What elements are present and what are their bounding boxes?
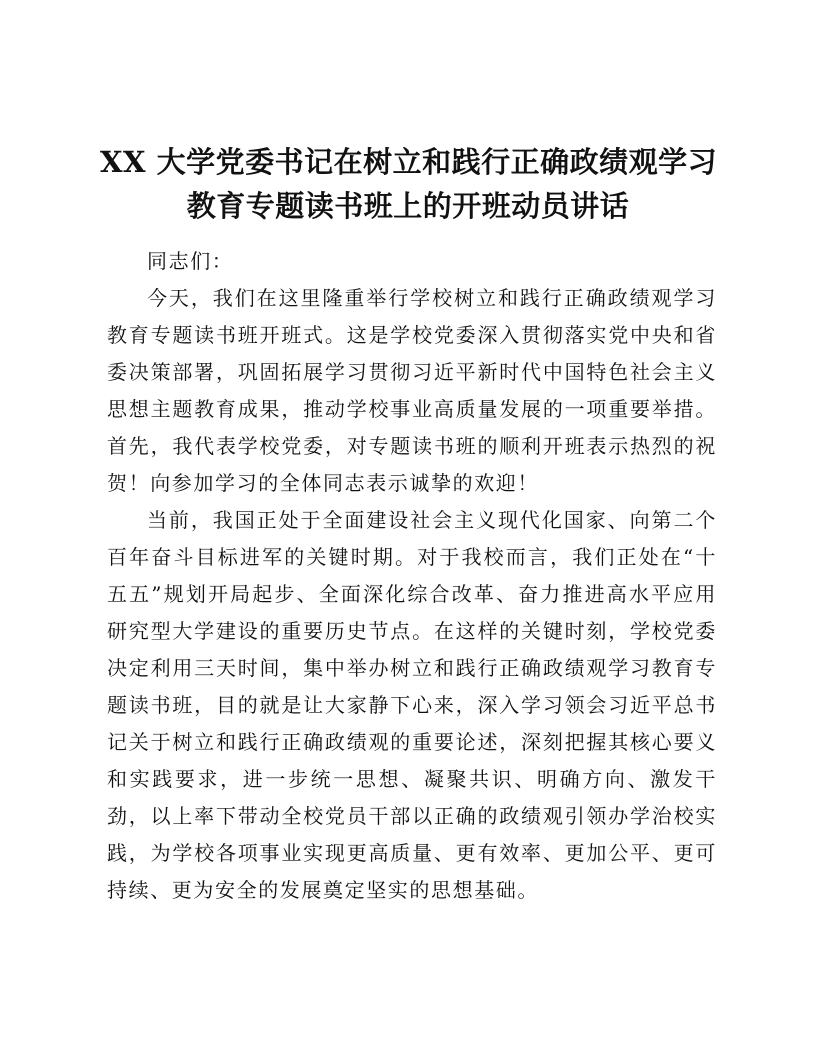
greeting: 同志们：	[147, 249, 234, 273]
paragraph-opening: 今天，我们在这里隆重举行学校树立和践行正确政绩观学习教育专题读书班开班式。这是学校党委深入贯彻落实党中央和省委决策部署，巩固拓展学习贯彻习近平新时代中国特色社会主义思想主题教育成果，推动学校事业高质量发展的一项重要举措。首先，我代表学校党委，对专题读书班的顺利开班表示热烈的祝贺！向参加学习的全体同志表示诚挚的欢迎！	[107, 286, 717, 495]
document-body	[107, 243, 717, 909]
title-line-2: 教育专题读书班上的开班动员讲话	[186, 189, 630, 223]
paragraph-context: 当前，我国正处于全面建设社会主义现代化国家、向第二个百年奋斗目标进军的关键时期。对于我校而言，我们正处在“十五五”规划开局起步、全面深化综合改革、奋力推进高水平应用研究型大学建设的重要历史节点。在这样的关键时刻，学校党委决定利用三天时间，集中举办树立和践行正确政绩观学习教育专题读书班，目的就是让大家静下心来，深入学习领会习近平总书记关于树立和践行正确政绩观的重要论述，深刻把握其核心要义和实践要求，进一步统一思想、凝聚共识、明确方向、激发干劲，以上率下带动全校党员干部以正确的政绩观引领办学治校实践，为学校各项事业实现更高质量、更有效率、更加公平、更可持续、更为安全的发展奠定坚实的思想基础。	[107, 508, 717, 902]
document-title	[100, 140, 716, 228]
title-line-1: XX 大学党委书记在树立和践行正确政绩观学习	[100, 145, 718, 179]
